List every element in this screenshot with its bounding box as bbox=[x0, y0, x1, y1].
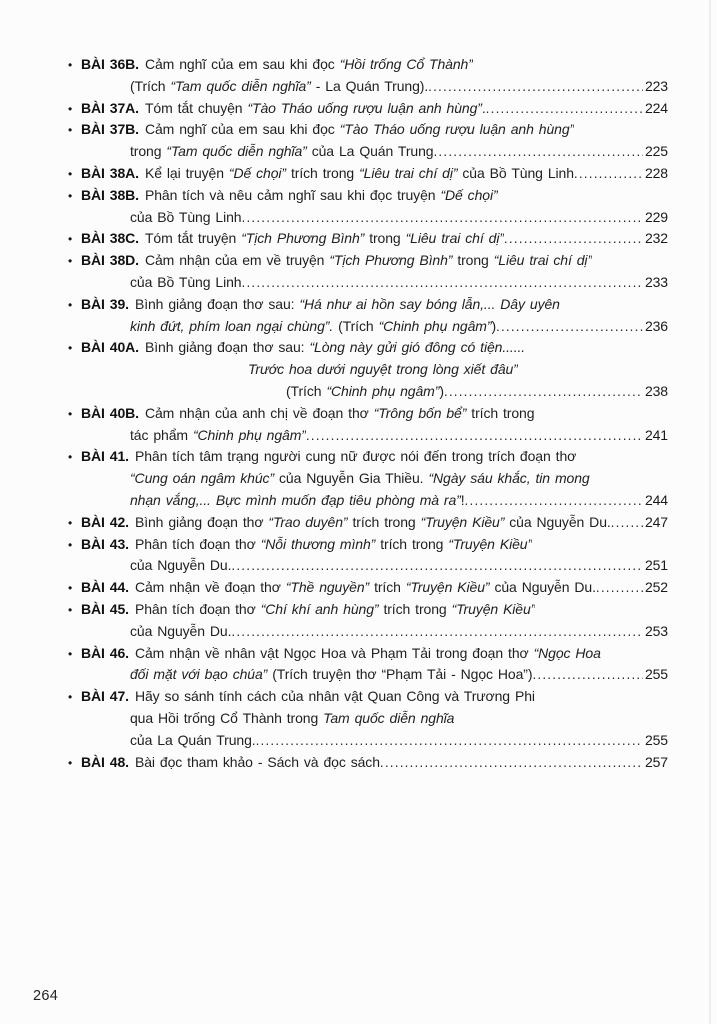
toc-entry bbox=[68, 337, 668, 402]
entry-text bbox=[145, 98, 486, 120]
entry-text-italic: “Chí khí anh hùng” bbox=[260, 600, 379, 617]
dot-leader bbox=[256, 730, 643, 752]
entry-text bbox=[130, 708, 454, 730]
toc-line-continuation bbox=[68, 76, 668, 98]
toc-line-continuation bbox=[68, 555, 668, 577]
entry-text-italic: nhạn vắng,... Bực mình muốn đạp tiêu phòng mà ra” bbox=[130, 491, 461, 508]
entry-text-roman: trích trong bbox=[347, 513, 421, 530]
bullet-marker: • bbox=[68, 254, 73, 269]
toc-line-first bbox=[68, 534, 668, 556]
entry-text-roman: qua Hồi trống Cổ Thành trong bbox=[130, 709, 324, 726]
entry-page-number: 233 bbox=[644, 273, 668, 290]
entry-text bbox=[145, 228, 504, 250]
toc-entry bbox=[68, 250, 668, 294]
entry-text-roman: của Bồ Tùng Linh bbox=[130, 208, 242, 225]
toc-line-first bbox=[68, 577, 668, 599]
entry-text-roman: Phân tích và nêu cảm nghĩ sau khi đọc truyện bbox=[144, 186, 441, 203]
entry-text-roman: - La Quán Trung). bbox=[310, 77, 429, 94]
entry-text bbox=[130, 316, 496, 338]
toc-entry bbox=[68, 577, 668, 599]
entry-text-italic: “Tịch Phương Bình” bbox=[241, 230, 365, 247]
entry-page-number: 241 bbox=[644, 426, 668, 443]
entry-text-roman: Bài đọc tham khảo - Sách và đọc sách bbox=[134, 753, 380, 770]
entry-text bbox=[130, 141, 433, 163]
entry-text-italic: “Truyện Kiều” bbox=[420, 513, 505, 530]
dot-leader bbox=[231, 555, 643, 577]
entry-page-number: 252 bbox=[644, 579, 668, 596]
entry-text-roman: của La Quán Trung. bbox=[130, 731, 256, 748]
entry-text-italic: “Trao duyên” bbox=[268, 513, 348, 530]
entry-label: BÀI 38A. bbox=[81, 164, 139, 181]
entry-text-italic: “Chinh phụ ngâm” bbox=[326, 382, 440, 399]
entry-text bbox=[145, 185, 498, 207]
entry-text-italic: “Tam quốc diễn nghĩa” bbox=[166, 143, 307, 160]
entry-text bbox=[130, 490, 465, 512]
entry-text-italic: “Dế chọi” bbox=[440, 186, 498, 203]
toc-line-first bbox=[68, 337, 668, 359]
toc-line-first bbox=[68, 643, 668, 665]
page-number: 264 bbox=[33, 988, 59, 1004]
dot-leader bbox=[465, 490, 643, 512]
toc-entry bbox=[68, 752, 668, 774]
toc-line-continuation bbox=[68, 468, 668, 490]
bullet-marker: • bbox=[68, 602, 73, 617]
toc-line-continuation bbox=[68, 730, 668, 752]
entry-text-roman: (Trích bbox=[333, 317, 379, 334]
entry-text-italic: “Tào Tháo uống rượu luận anh hùng” bbox=[339, 121, 575, 138]
toc-line-first bbox=[68, 512, 668, 534]
toc-line-continuation bbox=[68, 490, 668, 512]
entry-text-italic: Tam quốc diễn nghĩa bbox=[323, 709, 455, 726]
entry-label: BÀI 43. bbox=[81, 535, 129, 552]
scan-edge-artifact bbox=[709, 0, 711, 1024]
entry-text-italic: “Tào Tháo uống rượu luận anh hùng” bbox=[247, 99, 482, 116]
entry-text bbox=[135, 686, 535, 708]
bullet-marker: • bbox=[68, 341, 73, 356]
entry-text-roman: trong bbox=[364, 230, 406, 247]
entry-text bbox=[130, 664, 532, 686]
entry-text-roman: Cảm nhận của em về truyện bbox=[144, 252, 330, 269]
entry-text-roman: trích bbox=[369, 579, 406, 596]
entry-text-roman: ! bbox=[460, 491, 465, 508]
toc-line-continuation bbox=[68, 708, 668, 730]
toc-line-continuation bbox=[68, 381, 668, 403]
entry-page-number: 247 bbox=[644, 513, 668, 530]
entry-text-roman: trích trong bbox=[286, 164, 360, 181]
entry-page-number: 255 bbox=[644, 731, 668, 748]
entry-text bbox=[286, 381, 444, 403]
entry-text-italic: “Liêu trai chí dị” bbox=[405, 230, 504, 247]
entry-text-roman: Bình giảng đoạn thơ sau: bbox=[134, 295, 300, 312]
entry-text-roman: Bình giảng đoạn thơ bbox=[134, 513, 269, 530]
toc-entry bbox=[68, 228, 668, 250]
entry-page-number: 232 bbox=[644, 230, 668, 247]
entry-label: BÀI 37A. bbox=[81, 99, 139, 116]
entry-text bbox=[145, 54, 473, 76]
entry-text-roman: của Nguyễn Du. bbox=[130, 557, 232, 574]
bullet-marker: • bbox=[68, 101, 73, 116]
dot-leader bbox=[532, 664, 643, 686]
entry-text-italic: “Truyện Kiều” bbox=[448, 535, 533, 552]
bullet-marker: • bbox=[68, 406, 73, 421]
entry-text-italic: kinh đứt, phím loan ngại chùng”. bbox=[130, 317, 334, 334]
entry-text-roman: của Nguyễn Gia Thiều. bbox=[274, 470, 429, 487]
toc-line-continuation bbox=[68, 359, 668, 381]
toc-line-first bbox=[68, 686, 668, 708]
bullet-marker: • bbox=[68, 646, 73, 661]
bullet-marker: • bbox=[68, 166, 73, 181]
toc-entry bbox=[68, 686, 668, 751]
toc-entry bbox=[68, 54, 668, 98]
toc-entry bbox=[68, 119, 668, 163]
dot-leader bbox=[242, 207, 643, 229]
entry-text-italic: “Cung oán ngâm khúc” bbox=[130, 470, 275, 487]
entry-page-number: 236 bbox=[644, 317, 668, 334]
toc-line-first bbox=[68, 446, 668, 468]
entry-text bbox=[145, 119, 574, 141]
toc-entry bbox=[68, 643, 668, 687]
entry-text-roman: Cảm nghĩ của em sau khi đọc bbox=[144, 121, 340, 138]
entry-text bbox=[130, 555, 231, 577]
toc-line-continuation bbox=[68, 207, 668, 229]
entry-text-roman: Tóm tắt chuyện bbox=[144, 99, 248, 116]
entry-text bbox=[135, 294, 560, 316]
entry-text-roman: Phân tích đoạn thơ bbox=[134, 600, 261, 617]
entry-text bbox=[135, 643, 601, 665]
toc-entry bbox=[68, 294, 668, 338]
entry-text-roman: của Nguyễn Du. bbox=[489, 579, 596, 596]
entry-text-italic: “Tam quốc diễn nghĩa” bbox=[170, 77, 311, 94]
entry-text-italic: đối mặt với bạo chúa” bbox=[130, 666, 268, 683]
entry-label: BÀI 39. bbox=[81, 295, 129, 312]
entry-text bbox=[130, 730, 256, 752]
toc-line-continuation bbox=[68, 272, 668, 294]
entry-text-roman: (Trích bbox=[286, 382, 327, 399]
bullet-marker: • bbox=[68, 297, 73, 312]
dot-leader bbox=[306, 425, 643, 447]
bullet-marker: • bbox=[68, 188, 73, 203]
toc-line-first bbox=[68, 185, 668, 207]
toc-line-first bbox=[68, 294, 668, 316]
entry-text-roman: của Nguyễn Du. bbox=[130, 622, 232, 639]
entry-text bbox=[130, 272, 242, 294]
entry-text-roman: (Trích bbox=[130, 77, 171, 94]
entry-text-roman: trích trong bbox=[378, 600, 452, 617]
entry-text-roman: Phân tích đoạn thơ bbox=[134, 535, 261, 552]
entry-label: BÀI 38D. bbox=[81, 252, 139, 269]
entry-text bbox=[135, 534, 532, 556]
entry-label: BÀI 42. bbox=[81, 513, 129, 530]
entry-text bbox=[135, 752, 380, 774]
bullet-marker: • bbox=[68, 123, 73, 138]
entry-page-number: 257 bbox=[644, 753, 668, 770]
entry-text bbox=[130, 425, 306, 447]
toc-entry bbox=[68, 446, 668, 511]
entry-text-roman: (Trích truyện thơ “Phạm Tải - Ngọc Hoa”) bbox=[267, 666, 533, 683]
toc-entry bbox=[68, 403, 668, 447]
dot-leader bbox=[231, 621, 643, 643]
entry-text bbox=[130, 207, 242, 229]
entry-text bbox=[130, 76, 428, 98]
entry-label: BÀI 45. bbox=[81, 600, 129, 617]
entry-text-roman: ) bbox=[439, 382, 444, 399]
entry-text bbox=[135, 446, 576, 468]
bullet-marker: • bbox=[68, 690, 73, 705]
entry-text bbox=[130, 468, 590, 490]
bullet-marker: • bbox=[68, 232, 73, 247]
toc-line-first bbox=[68, 54, 668, 76]
entry-text-italic: “Trông bốn bể” bbox=[373, 404, 467, 421]
entry-text-roman: trong bbox=[130, 143, 167, 160]
toc-line-first bbox=[68, 250, 668, 272]
entry-text-roman: Cảm nhận về đoạn thơ bbox=[134, 579, 286, 596]
toc-line-first bbox=[68, 119, 668, 141]
entry-label: BÀI 41. bbox=[81, 448, 129, 465]
entry-text-italic: “Thề nguyền” bbox=[285, 579, 370, 596]
entry-text-roman: của Bồ Tùng Linh bbox=[130, 273, 242, 290]
entry-text-italic: “Hồi trống Cổ Thành” bbox=[339, 56, 473, 72]
entry-text-roman: của Nguyễn Du. bbox=[504, 513, 611, 530]
entry-text-roman: Cảm nhận về nhân vật Ngọc Hoa và Phạm Tải trong đoạn thơ bbox=[134, 644, 534, 661]
entry-text bbox=[145, 403, 534, 425]
bullet-marker: • bbox=[68, 537, 73, 552]
dot-leader bbox=[574, 163, 643, 185]
dot-leader bbox=[611, 512, 643, 534]
toc-line-first bbox=[68, 163, 668, 185]
entry-label: BÀI 48. bbox=[81, 753, 129, 770]
toc-entry bbox=[68, 98, 668, 120]
toc-line-first bbox=[68, 403, 668, 425]
entry-text-roman: trong bbox=[452, 252, 494, 269]
toc-entry bbox=[68, 534, 668, 578]
entry-text bbox=[145, 337, 525, 359]
entry-page-number: 223 bbox=[644, 77, 668, 94]
entry-text-roman: Hãy so sánh tính cách của nhân vật Quan Công và Trương Phi bbox=[134, 688, 535, 705]
toc-line-continuation bbox=[68, 664, 668, 686]
toc-line-continuation bbox=[68, 621, 668, 643]
bullet-marker: • bbox=[68, 515, 73, 530]
entry-text-roman: Kể lại truyện bbox=[144, 164, 229, 181]
entry-text bbox=[135, 577, 596, 599]
entry-text-roman: . bbox=[481, 99, 486, 116]
toc-line-first bbox=[68, 599, 668, 621]
bullet-marker: • bbox=[68, 450, 73, 465]
toc-line-first bbox=[68, 98, 668, 120]
entry-label: BÀI 36B. bbox=[81, 56, 139, 72]
entry-page-number: 244 bbox=[644, 491, 668, 508]
entry-text-roman: Cảm nghĩ của em sau khi đọc bbox=[144, 56, 340, 72]
entry-label: BÀI 44. bbox=[81, 579, 129, 596]
toc-list bbox=[68, 54, 668, 773]
entry-label: BÀI 40B. bbox=[81, 404, 139, 421]
entry-text-roman: trích trong bbox=[375, 535, 449, 552]
entry-label: BÀI 47. bbox=[81, 688, 129, 705]
entry-page-number: 229 bbox=[644, 208, 668, 225]
entry-page-number: 253 bbox=[644, 622, 668, 639]
dot-leader bbox=[444, 381, 643, 403]
entry-page-number: 251 bbox=[644, 557, 668, 574]
entry-text-roman: tác phẩm bbox=[130, 426, 193, 443]
entry-text bbox=[248, 359, 518, 381]
entry-text-italic: “Lòng này gửi gió đông có tiện...... bbox=[309, 339, 526, 356]
entry-text-italic: Trước hoa dưới nguyệt trong lòng xiết đâu” bbox=[248, 361, 518, 378]
entry-label: BÀI 38C. bbox=[81, 230, 139, 247]
entry-text-roman: trích trong bbox=[466, 404, 535, 421]
entry-text-italic: “Truyện Kiều” bbox=[451, 600, 536, 617]
entry-page-number: 224 bbox=[644, 99, 668, 116]
entry-text-roman: Bình giảng đoạn thơ sau: bbox=[144, 339, 310, 356]
entry-text-italic: “Chinh phụ ngâm” bbox=[192, 426, 306, 443]
dot-leader bbox=[428, 76, 643, 98]
toc-entry bbox=[68, 512, 668, 534]
entry-text-italic: “Chinh phụ ngâm” bbox=[378, 317, 492, 334]
entry-label: BÀI 46. bbox=[81, 644, 129, 661]
entry-label: BÀI 40A. bbox=[81, 339, 139, 356]
entry-text-roman: Tóm tắt truyện bbox=[144, 230, 242, 247]
entry-text-italic: “Ngọc Hoa bbox=[533, 644, 601, 661]
dot-leader bbox=[433, 141, 642, 163]
toc-line-first bbox=[68, 228, 668, 250]
dot-leader bbox=[486, 98, 643, 120]
entry-text bbox=[135, 599, 535, 621]
entry-page-number: 225 bbox=[644, 143, 668, 160]
dot-leader bbox=[504, 228, 643, 250]
toc-line-continuation bbox=[68, 316, 668, 338]
entry-text bbox=[135, 512, 611, 534]
entry-text-italic: “Há như ai hồn say bóng lẫn,... Dây uyên bbox=[299, 295, 560, 312]
entry-text-roman: của La Quán Trung bbox=[306, 143, 434, 160]
dot-leader bbox=[496, 316, 643, 338]
toc-entry bbox=[68, 185, 668, 229]
entry-text-italic: “Tịch Phương Bình” bbox=[329, 252, 453, 269]
toc-line-continuation bbox=[68, 141, 668, 163]
entry-text-italic: “Liêu trai chí dị” bbox=[493, 252, 593, 269]
entry-text-italic: “Ngày sáu khắc, tin mong bbox=[428, 470, 590, 487]
toc-line-first bbox=[68, 752, 668, 774]
bullet-marker: • bbox=[68, 58, 73, 72]
toc-entry bbox=[68, 599, 668, 643]
entry-text bbox=[145, 250, 592, 272]
toc-entry bbox=[68, 163, 668, 185]
entry-page-number: 228 bbox=[644, 164, 668, 181]
entry-text-italic: “Truyện Kiều” bbox=[405, 579, 490, 596]
toc-line-continuation bbox=[68, 425, 668, 447]
entry-text-roman: ) bbox=[491, 317, 496, 334]
bullet-marker: • bbox=[68, 755, 73, 770]
entry-text-italic: “Nỗi thương mình” bbox=[260, 535, 376, 552]
entry-label: BÀI 37B. bbox=[81, 121, 139, 138]
entry-text bbox=[130, 621, 231, 643]
dot-leader bbox=[596, 577, 643, 599]
bullet-marker: • bbox=[68, 581, 73, 596]
dot-leader bbox=[242, 272, 643, 294]
entry-text-roman: của Bồ Tùng Linh bbox=[457, 164, 574, 181]
entry-text-italic: “Dế chọi” bbox=[228, 164, 286, 181]
dot-leader bbox=[380, 752, 643, 774]
entry-page-number: 255 bbox=[644, 666, 668, 683]
entry-text-roman: Phân tích tâm trạng người cung nữ được nói đến trong trích đoạn thơ bbox=[134, 448, 577, 465]
entry-text-italic: “Liêu trai chí dị” bbox=[359, 164, 458, 181]
entry-label: BÀI 38B. bbox=[81, 186, 139, 203]
entry-page-number: 238 bbox=[644, 382, 668, 399]
entry-text-roman: Cảm nhận của anh chị về đoạn thơ bbox=[144, 404, 374, 421]
entry-text bbox=[145, 163, 574, 185]
